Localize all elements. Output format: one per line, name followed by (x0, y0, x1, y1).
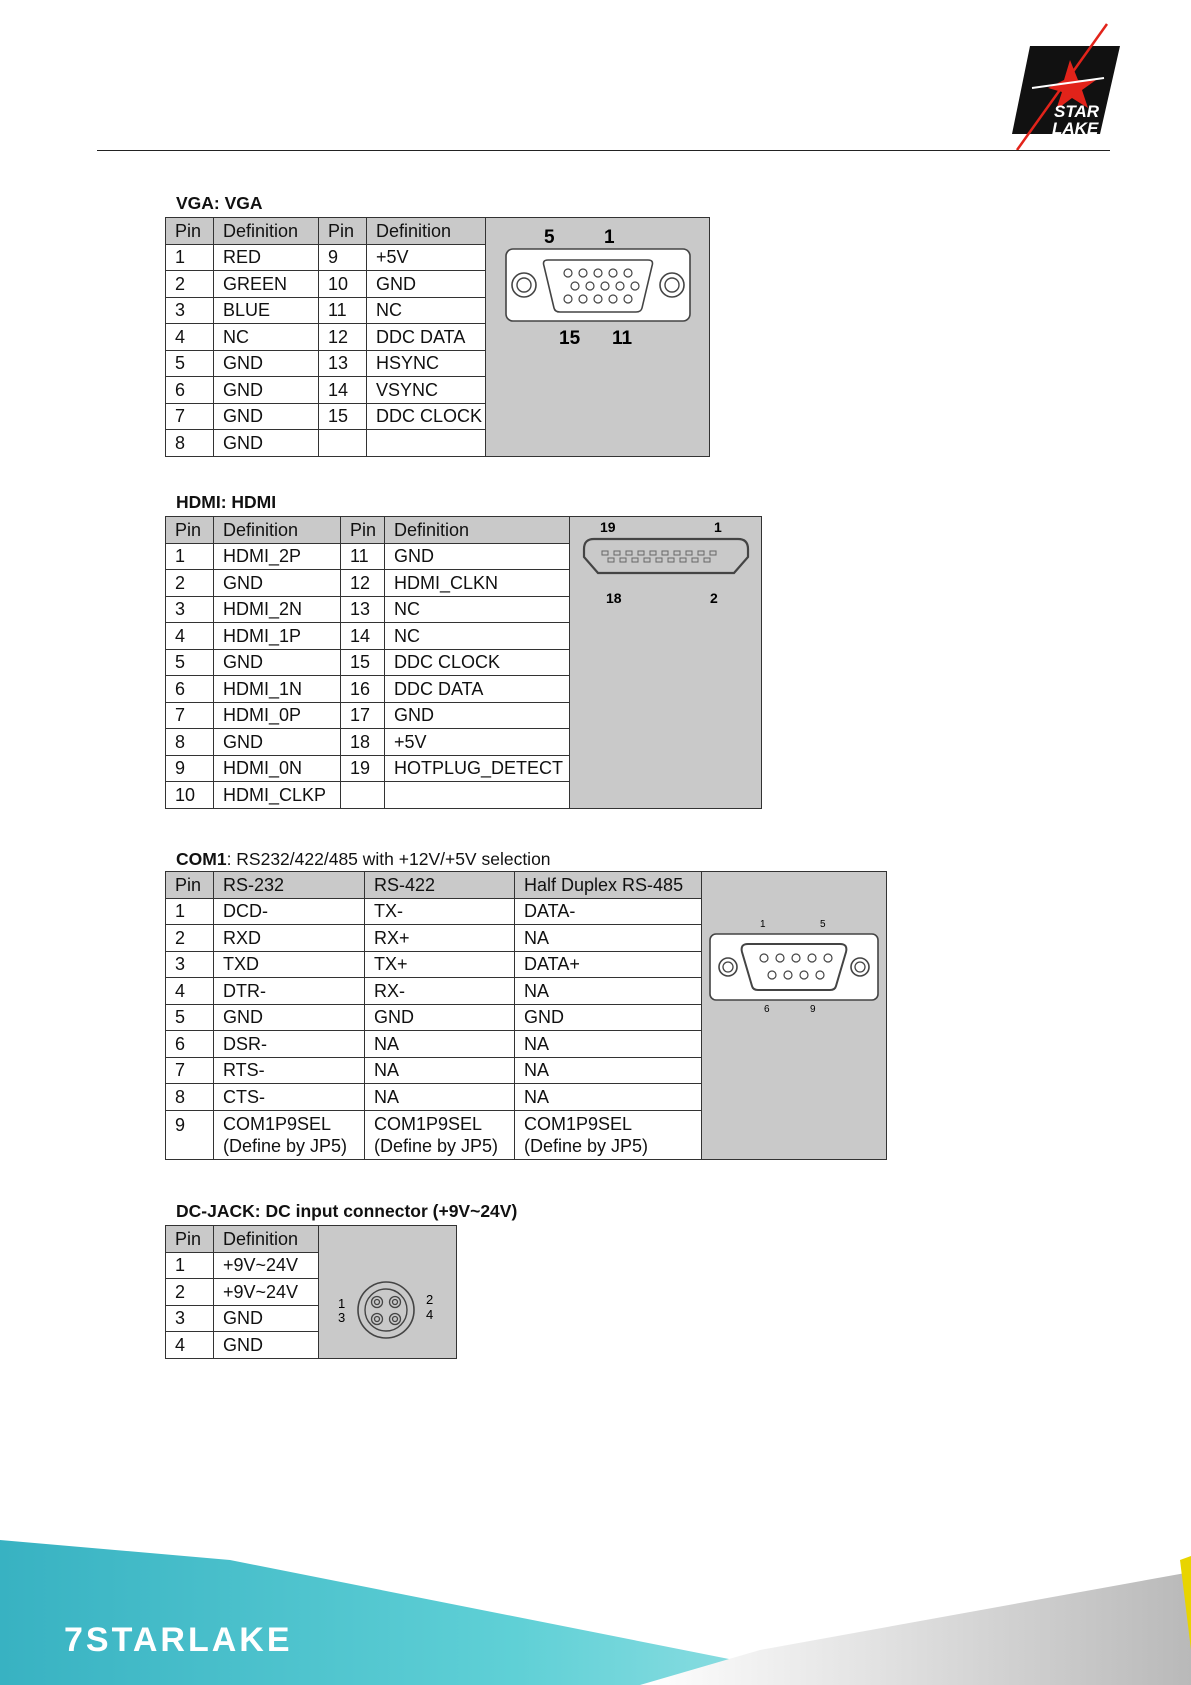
vga-connector-cell (486, 218, 710, 457)
hdmi-label-19: 19 (600, 519, 616, 535)
cell: GND (214, 1332, 319, 1359)
cell: GND (385, 702, 570, 729)
cell: 7 (166, 403, 214, 430)
cell: 3 (166, 297, 214, 324)
cell: HDMI_0P (214, 702, 341, 729)
cell: HOTPLUG_DETECT (385, 755, 570, 782)
cell (319, 430, 367, 457)
cell: NA (515, 1084, 702, 1111)
cell: 5 (166, 649, 214, 676)
header-cell: Pin (319, 218, 367, 245)
cell: 12 (319, 324, 367, 351)
header-cell: Definition (385, 517, 570, 544)
header-cell: Pin (166, 1226, 214, 1253)
dcjack-label-4: 4 (426, 1307, 434, 1322)
cell: HDMI_1N (214, 676, 341, 703)
cell: 13 (341, 596, 385, 623)
footer-band (0, 1520, 1191, 1685)
dcjack-label-2: 2 (426, 1292, 434, 1307)
cell: HDMI_CLKN (385, 570, 570, 597)
cell: +5V (385, 729, 570, 756)
cell: 9 (166, 755, 214, 782)
com1-title-rest: : RS232/422/485 with +12V/+5V selection (226, 849, 551, 869)
cell: 2 (166, 1279, 214, 1306)
header-rule (97, 150, 1110, 151)
cell: GND (214, 430, 319, 457)
header-cell: Pin (166, 872, 214, 899)
dcjack-label-3: 3 (338, 1310, 346, 1325)
cell: DTR- (214, 978, 365, 1005)
cell: 8 (166, 729, 214, 756)
cell: 10 (166, 782, 214, 809)
cell: GND (214, 403, 319, 430)
cell: RXD (214, 925, 365, 952)
cell: 4 (166, 1332, 214, 1359)
cell: 7 (166, 1057, 214, 1084)
table-header-row (166, 1226, 457, 1253)
dcjack-connector-cell (319, 1226, 457, 1359)
cell: 15 (341, 649, 385, 676)
cell: 9 (166, 1110, 214, 1159)
cell (341, 782, 385, 809)
header-cell: Definition (214, 517, 341, 544)
cell: GND (214, 377, 319, 404)
cell: 18 (341, 729, 385, 756)
cell: DDC DATA (385, 676, 570, 703)
footer-brand: 7STARLAKE (64, 1621, 293, 1659)
cell: DDC DATA (367, 324, 486, 351)
cell: 3 (166, 951, 214, 978)
cell: DATA+ (515, 951, 702, 978)
cell: HDMI_2P (214, 543, 341, 570)
vga-pin-table (165, 217, 710, 457)
vga-label-11: 11 (612, 328, 633, 349)
cell: GND (367, 271, 486, 298)
cell (365, 1110, 515, 1159)
cell: NC (214, 324, 319, 351)
cell: 13 (319, 350, 367, 377)
cell: 6 (166, 676, 214, 703)
cell: DATA- (515, 898, 702, 925)
cell (515, 1110, 702, 1159)
cell: NA (515, 1031, 702, 1058)
header-cell: RS-232 (214, 872, 365, 899)
vga-title: VGA: VGA (176, 193, 263, 213)
cell: DCD- (214, 898, 365, 925)
cell: NA (515, 925, 702, 952)
cell: NA (365, 1031, 515, 1058)
cell: NC (367, 297, 486, 324)
db9-connector-diagram (702, 872, 887, 1172)
cell: 15 (319, 403, 367, 430)
cell: TXD (214, 951, 365, 978)
hdmi-connector-diagram (570, 517, 762, 817)
cell: GND (214, 350, 319, 377)
cell: 6 (166, 377, 214, 404)
cell: 17 (341, 702, 385, 729)
cell (367, 430, 486, 457)
cell-line: (Define by JP5) (223, 1135, 348, 1156)
header-cell: Pin (166, 517, 214, 544)
cell: 16 (341, 676, 385, 703)
cell: 3 (166, 596, 214, 623)
cell: 9 (319, 244, 367, 271)
db9-label-5: 5 (820, 919, 826, 930)
cell: 5 (166, 1004, 214, 1031)
cell: BLUE (214, 297, 319, 324)
cell: NA (515, 978, 702, 1005)
db9-label-9: 9 (810, 1004, 816, 1015)
header-cell: Definition (214, 218, 319, 245)
cell-line: COM1P9SEL (374, 1113, 483, 1134)
cell: VSYNC (367, 377, 486, 404)
header-cell: RS-422 (365, 872, 515, 899)
starlake-logo (1012, 22, 1132, 152)
cell: 5 (166, 350, 214, 377)
cell: GND (214, 649, 341, 676)
hdmi-pin-table (165, 516, 762, 809)
cell: NC (385, 596, 570, 623)
table-header-row (166, 517, 762, 544)
cell: HDMI_0N (214, 755, 341, 782)
cell: 10 (319, 271, 367, 298)
com1-connector-cell (702, 872, 887, 1160)
cell: 14 (341, 623, 385, 650)
header-cell: Half Duplex RS-485 (515, 872, 702, 899)
cell: +9V~24V (214, 1252, 319, 1279)
dcjack-pin-table (165, 1225, 457, 1359)
cell: RX+ (365, 925, 515, 952)
cell: 8 (166, 430, 214, 457)
cell: CTS- (214, 1084, 365, 1111)
cell: RED (214, 244, 319, 271)
cell: 19 (341, 755, 385, 782)
dcjack-connector-diagram (319, 1226, 457, 1361)
cell: GREEN (214, 271, 319, 298)
hdmi-label-1: 1 (714, 519, 722, 535)
cell: HSYNC (367, 350, 486, 377)
cell (214, 1110, 365, 1159)
cell: 4 (166, 324, 214, 351)
cell: HDMI_1P (214, 623, 341, 650)
cell: HDMI_CLKP (214, 782, 341, 809)
cell: TX- (365, 898, 515, 925)
cell: 2 (166, 271, 214, 298)
cell: NA (365, 1057, 515, 1084)
header-cell: Definition (367, 218, 486, 245)
cell: DSR- (214, 1031, 365, 1058)
com1-title (176, 849, 551, 870)
vga-connector-diagram (486, 218, 710, 463)
cell: 6 (166, 1031, 214, 1058)
cell: +9V~24V (214, 1279, 319, 1306)
header-cell: Pin (341, 517, 385, 544)
header-cell: Definition (214, 1226, 319, 1253)
dcjack-label-1: 1 (338, 1296, 346, 1311)
cell: GND (214, 570, 341, 597)
cell: 4 (166, 978, 214, 1005)
cell: 14 (319, 377, 367, 404)
cell-line: (Define by JP5) (374, 1135, 499, 1156)
logo-star-text: STAR (1054, 102, 1100, 121)
cell: GND (365, 1004, 515, 1031)
cell: +5V (367, 244, 486, 271)
cell: 12 (341, 570, 385, 597)
cell-line: COM1P9SEL (524, 1113, 633, 1134)
cell: RX- (365, 978, 515, 1005)
cell: 1 (166, 898, 214, 925)
cell: 11 (341, 543, 385, 570)
cell: 1 (166, 1252, 214, 1279)
cell: DDC CLOCK (367, 403, 486, 430)
cell (385, 782, 570, 809)
dcjack-title: DC-JACK: DC input connector (+9V~24V) (176, 1201, 518, 1221)
table-header-row (166, 218, 710, 245)
cell: 7 (166, 702, 214, 729)
cell: TX+ (365, 951, 515, 978)
cell-line: COM1P9SEL (223, 1113, 332, 1134)
hdmi-title: HDMI: HDMI (176, 492, 277, 512)
cell: GND (214, 729, 341, 756)
cell: 11 (319, 297, 367, 324)
cell: RTS- (214, 1057, 365, 1084)
header-cell: Pin (166, 218, 214, 245)
cell: 2 (166, 925, 214, 952)
cell: GND (515, 1004, 702, 1031)
db9-label-1: 1 (760, 919, 766, 930)
cell: NA (515, 1057, 702, 1084)
hdmi-label-2: 2 (710, 590, 718, 606)
cell: 3 (166, 1305, 214, 1332)
cell: HDMI_2N (214, 596, 341, 623)
cell: NC (385, 623, 570, 650)
cell: 4 (166, 623, 214, 650)
cell-line: (Define by JP5) (524, 1135, 649, 1156)
cell: 2 (166, 570, 214, 597)
hdmi-connector-cell (570, 517, 762, 809)
cell: GND (385, 543, 570, 570)
db9-label-6: 6 (764, 1004, 770, 1015)
cell: NA (365, 1084, 515, 1111)
cell: DDC CLOCK (385, 649, 570, 676)
cell: GND (214, 1004, 365, 1031)
hdmi-label-18: 18 (606, 590, 622, 606)
vga-label-1: 1 (604, 227, 615, 248)
vga-label-15: 15 (559, 328, 581, 349)
table-header-row (166, 872, 887, 899)
cell: 1 (166, 244, 214, 271)
com1-title-bold: COM1 (176, 849, 227, 869)
com1-pin-table (165, 871, 887, 1160)
cell: 8 (166, 1084, 214, 1111)
vga-label-5: 5 (544, 227, 555, 248)
cell: 1 (166, 543, 214, 570)
cell: GND (214, 1305, 319, 1332)
logo-lake-text: LAKE (1052, 119, 1099, 138)
